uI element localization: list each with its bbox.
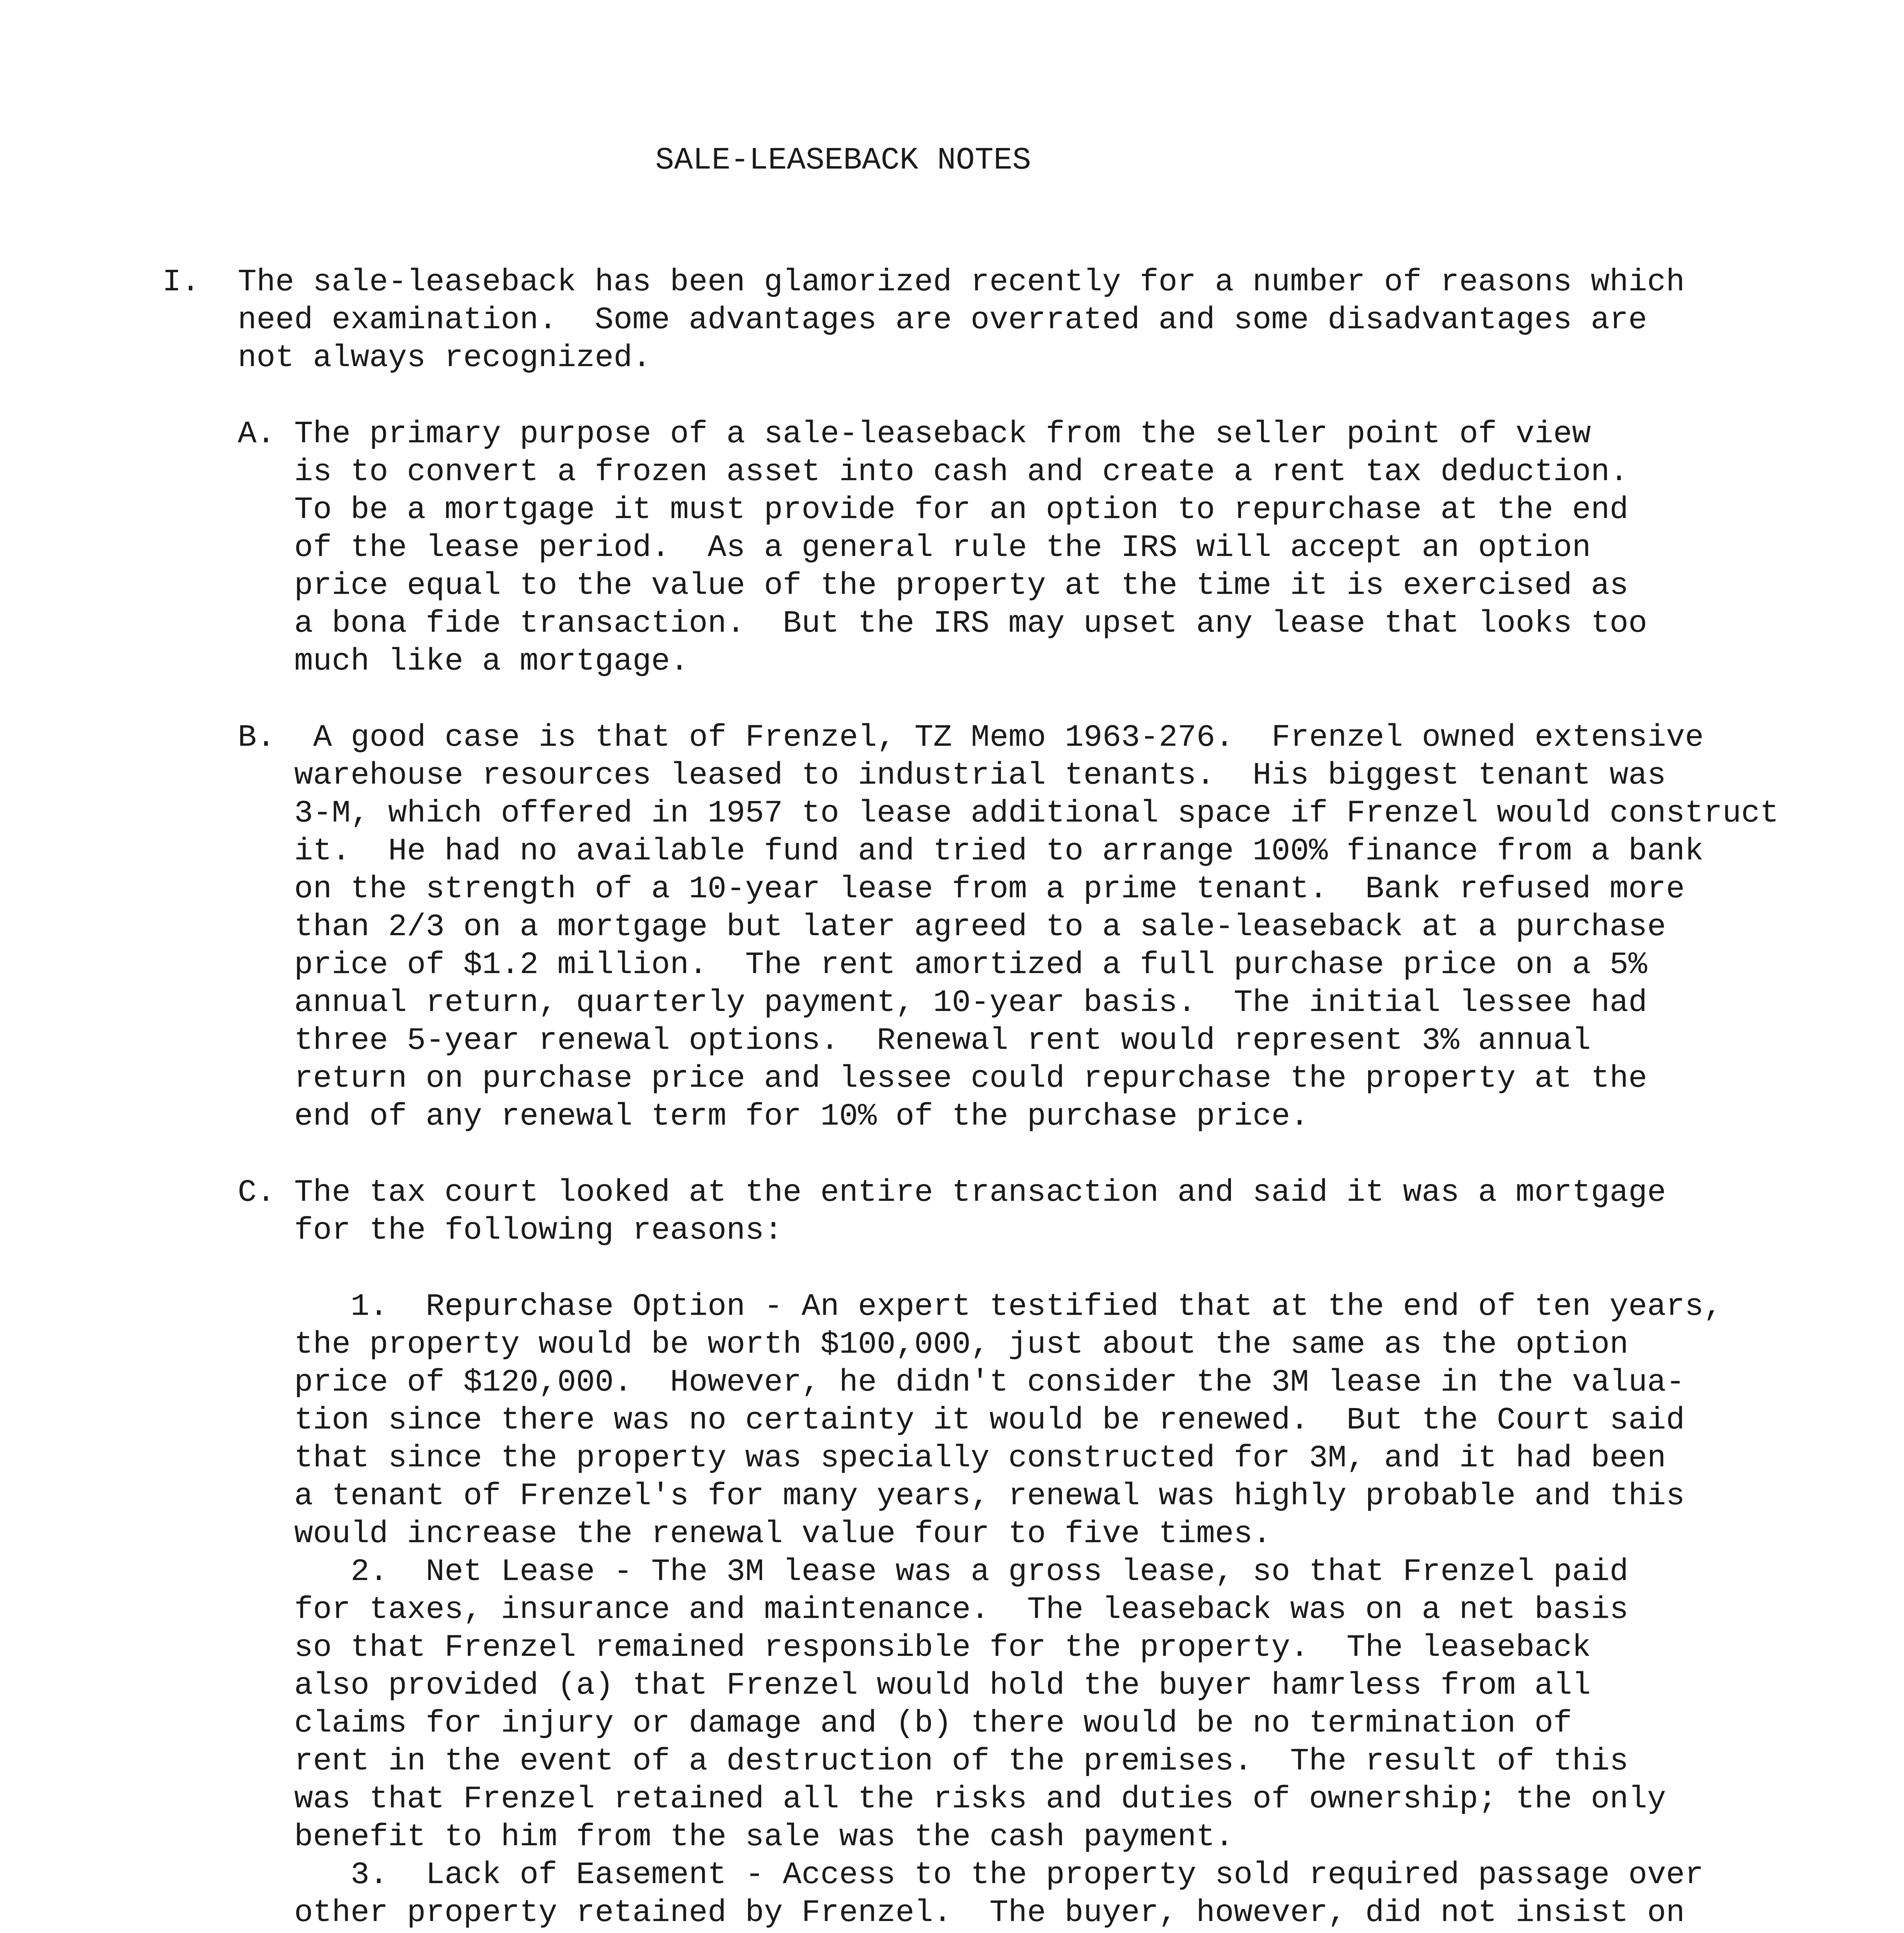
section-c-line: The tax court looked at the entire transaction and said it was a mortgage <box>294 1175 1666 1210</box>
section-a-line: much like a mortgage. <box>294 644 689 679</box>
section-a-line: is to convert a frozen asset into cash and create a rent tax deduction. <box>294 455 1629 490</box>
reason-2-line: 2. Net Lease - The 3M lease was a gross lease, so that Frenzel paid <box>294 1555 1629 1590</box>
reason-1-line: a tenant of Frenzel's for many years, renewal was highly probable and this <box>294 1479 1685 1514</box>
section-b-line: three 5-year renewal options. Renewal rent would represent 3% annual <box>294 1023 1591 1059</box>
section-a-line: a bona fide transaction. But the IRS may upset any lease that looks too <box>294 606 1647 641</box>
reason-1-line: would increase the renewal value four to five times. <box>294 1517 1272 1552</box>
section-b-line: annual return, quarterly payment, 10-year basis. The initial lessee had <box>294 985 1647 1021</box>
reason-3-line: other property retained by Frenzel. The buyer, however, did not insist on <box>294 1895 1685 1931</box>
section-a-line: of the lease period. As a general rule the IRS will accept an option <box>294 530 1591 566</box>
section-i-marker: I. <box>162 265 200 300</box>
section-b-line: A good case is that of Frenzel, TZ Memo 1963-276. Frenzel owned extensive <box>313 720 1704 755</box>
reason-2-line: for taxes, insurance and maintenance. The leaseback was on a net basis <box>294 1592 1629 1628</box>
section-b-line: end of any renewal term for 10% of the purchase price. <box>294 1099 1309 1134</box>
reason-1-line: 1. Repurchase Option - An expert testified that at the end of ten years, <box>294 1289 1723 1324</box>
reason-1-line: the property would be worth $100,000, just about the same as the option <box>294 1327 1629 1362</box>
reason-2-line: rent in the event of a destruction of the premises. The result of this <box>294 1744 1629 1779</box>
section-b-line: return on purchase price and lessee could repurchase the property at the <box>294 1061 1647 1096</box>
reason-2-line: so that Frenzel remained responsible for the property. The leaseback <box>294 1630 1591 1665</box>
reason-3-line: 3. Lack of Easement - Access to the property sold required passage over <box>294 1858 1704 1893</box>
reason-1-line: that since the property was specially constructed for 3M, and it had been <box>294 1441 1666 1476</box>
reason-2-line: benefit to him from the sale was the cash payment. <box>294 1820 1234 1855</box>
reason-1-line: price of $120,000. However, he didn't consider the 3M lease in the valua- <box>294 1365 1685 1400</box>
reason-1-line: tion since there was no certainty it would be renewed. But the Court said <box>294 1403 1685 1438</box>
section-b-line: warehouse resources leased to industrial tenants. His biggest tenant was <box>294 758 1666 793</box>
section-i-line: The sale-leaseback has been glamorized recently for a number of reasons which <box>238 265 1685 300</box>
document-title: SALE-LEASEBACK NOTES <box>655 143 1031 178</box>
section-i-line: not always recognized. <box>238 341 651 376</box>
section-a-line: To be a mortgage it must provide for an option to repurchase at the end <box>294 493 1629 528</box>
section-b-line: than 2/3 on a mortgage but later agreed to a sale-leaseback at a purchase <box>294 910 1666 945</box>
reason-2-line: was that Frenzel retained all the risks and duties of ownership; the only <box>294 1782 1666 1817</box>
section-i-line: need examination. Some advantages are overrated and some disadvantages are <box>238 303 1647 338</box>
section-a-line: price equal to the value of the property at the time it is exercised as <box>294 568 1629 603</box>
section-b-line: price of $1.2 million. The rent amortized a full purchase price on a 5% <box>294 948 1647 983</box>
section-c-line: for the following reasons: <box>294 1213 783 1248</box>
section-b-marker: B. <box>238 720 276 755</box>
section-c-marker: C. <box>238 1175 276 1210</box>
reason-2-line: claims for injury or damage and (b) there would be no termination of <box>294 1706 1572 1741</box>
section-b-line: 3-M, which offered in 1957 to lease additional space if Frenzel would construct <box>294 796 1779 831</box>
section-a-line: The primary purpose of a sale-leaseback from the seller point of view <box>294 417 1591 452</box>
section-b-line: on the strength of a 10-year lease from a prime tenant. Bank refused more <box>294 872 1685 907</box>
reason-2-line: also provided (a) that Frenzel would hold the buyer hamrless from all <box>294 1668 1591 1703</box>
section-a-marker: A. <box>238 417 276 452</box>
section-b-line: it. He had no available fund and tried to arrange 100% finance from a bank <box>294 834 1704 869</box>
